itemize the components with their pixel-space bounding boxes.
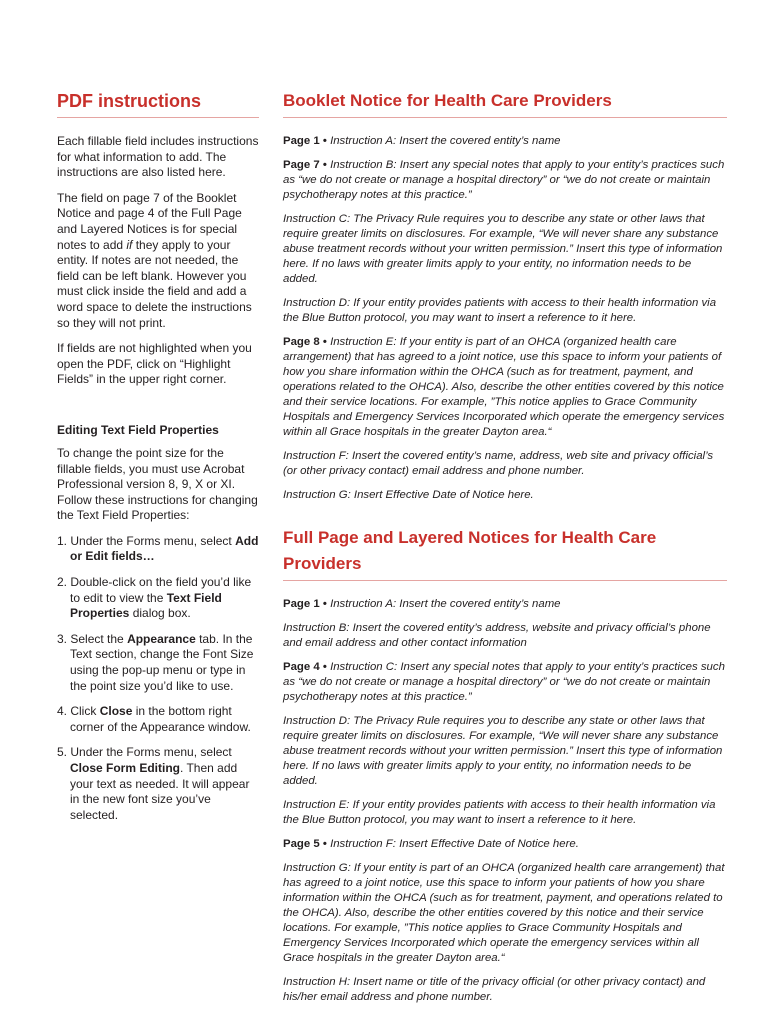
special-notes-paragraph (57, 191, 259, 331)
bullet: • (319, 661, 331, 673)
step-text: Under the Forms menu, select (67, 745, 232, 760)
page-label: Page 5 (283, 838, 320, 850)
pdf-instructions-column (57, 88, 259, 833)
full-page-notices-heading: Full Page and Layered Notices for Health Care Providers (283, 525, 727, 581)
bullet: • (319, 838, 331, 850)
step-text-post: dialog box. (129, 606, 191, 621)
bullet: • (319, 135, 331, 147)
step-number: 5. (57, 745, 68, 760)
instruction-text: Instruction E: If your entity is part of an OHCA (organized health care arrangement) that has agreed to a joint notice, use this space to inform your patients of how you share information within the OHCA (such as for treatment, payment, and operations related to the OHCA). Also, describe the other entities covered by this notice and their service locations. For example, ”This notice applies to Grace Community Hospitals and Emergency Services Incorporated which operate the emergency services within all Grace hospitals in the greater Dayton area.“ (283, 336, 725, 438)
instruction-text: Instruction A: Insert the covered entity’s name (330, 135, 561, 147)
step-text-post: . Then add your text as needed. It will appear in the new font size you’ve selected. (70, 761, 250, 822)
intro-paragraph: Each fillable field includes instructions for what information to add. The instructions are also listed here. (57, 134, 259, 180)
instruction-text: Instruction H: Insert name or title of the privacy official (or other privacy contact) and his/her email address and phone number. (283, 976, 706, 1003)
instruction-text: Instruction E: If your entity provides patients with access to their health information via the Blue Button protocol, you may want to insert a reference to it here. (283, 799, 716, 826)
step-text: Under the Forms menu, select (67, 533, 236, 548)
step-bold: Add or Edit fields… (70, 533, 259, 564)
instruction-item (283, 660, 727, 705)
booklet-title-b: for Health Care Providers (402, 91, 612, 110)
instruction-text: Instruction D: The Privacy Rule requires you to describe any state or other laws that require greater limits on disclosures. For example, “We will never share any substance abuse treatment records without your written permission.” Insert this type of information here. If no laws with greater limits apply to your entity, no information needs to be added. (283, 715, 723, 787)
step-text: Select the (67, 631, 128, 646)
booklet-title-a: Booklet Notice (283, 91, 403, 110)
instruction-item (283, 621, 727, 651)
special-notes-text-a: The field on page 7 of the Booklet Notice and page 4 of the Full Page and Layered Notices is for special notes to add (57, 190, 242, 252)
page-label: Page 8 (283, 336, 320, 348)
instruction-text: Instruction B: Insert the covered entity’s address, website and privacy official’s phone and email address and other contact information (283, 622, 711, 649)
step-number: 2. (57, 575, 68, 590)
step-text: Double-click on the field you’d like to edit to view the (67, 575, 252, 605)
instruction-text: Instruction F: Insert Effective Date of Notice here. (330, 838, 579, 850)
instruction-text: Instruction G: If your entity is part of an OHCA (organized health care arrangement) that has agreed to a joint notice, use this space to inform your patients of how you share information within the OHCA (such as for treatment, payment, and operations related to the OHCA). Also, describe the other entities covered by this notice and their service locations. For example, ”This notice applies to Grace Community Hospitals and Emergency Services Incorporated which operate the emergency services within all Grace hospitals in the greater Dayton area.“ (283, 862, 725, 964)
step-bold: Close (99, 704, 133, 719)
step-text: Click (67, 704, 100, 719)
page-label: Page 7 (283, 159, 320, 171)
instruction-item (283, 212, 727, 287)
highlight-fields-paragraph: If fields are not highlighted when you open the PDF, click on “Highlight Fields” in the upper right corner. (57, 341, 252, 387)
instruction-item (283, 488, 727, 503)
step-bold: Close Form Editing (70, 761, 181, 775)
steps-list (57, 534, 259, 824)
pdf-instructions-heading: PDF instructions (57, 88, 259, 118)
step-item (57, 575, 259, 622)
instruction-text: Instruction B: Insert any special notes that apply to your entity’s practices such as “we do not create or manage a hospital directory” or “we do not create or maintain psychotherapy notes at this practice.” (283, 159, 725, 201)
instruction-text: Instruction A: Insert the covered entity’s name (330, 598, 561, 610)
notices-column (283, 88, 727, 1014)
step-number: 3. (57, 631, 68, 646)
instruction-item (283, 449, 727, 479)
instruction-item (283, 837, 727, 852)
instruction-item (283, 134, 727, 149)
editing-properties-subheading: Editing Text Field Properties (57, 422, 219, 437)
booklet-instructions (283, 134, 727, 503)
instruction-item (283, 975, 727, 1005)
fullpage-instructions (283, 597, 727, 1005)
page-label: Page 4 (283, 661, 320, 673)
step-bold: Text Field Properties (70, 590, 222, 621)
bullet: • (319, 336, 331, 348)
bullet: • (319, 598, 331, 610)
instruction-item (283, 798, 727, 828)
step-item (57, 632, 259, 694)
instruction-text: Instruction C: Insert any special notes that apply to your entity’s practices such as “we do not create or manage a hospital directory” or “we do not create or maintain psychotherapy notes at this practice.” (283, 661, 725, 703)
step-item (57, 534, 259, 565)
step-text-post: tab. In the Text section, change the Font Size using the pop-up menu or type in the point size you’d like to use. (70, 631, 254, 693)
page-label: Page 1 (283, 598, 320, 610)
instruction-item (283, 296, 727, 326)
step-item (57, 745, 259, 823)
instruction-item (283, 158, 727, 203)
step-text-post: in the bottom right corner of the Appearance window. (70, 704, 251, 734)
bullet: • (319, 159, 331, 171)
page-label: Page 1 (283, 135, 320, 147)
instruction-text: Instruction G: Insert Effective Date of Notice here. (283, 489, 534, 501)
step-bold: Appearance (127, 631, 196, 646)
instruction-item (283, 597, 727, 612)
point-size-paragraph: To change the point size for the fillable fields, you must use Acrobat Professional version 8, 9, X or XI. Follow these instructions for changing the Text Field Properties: (57, 445, 258, 523)
booklet-notice-heading (283, 88, 727, 118)
step-item (57, 704, 259, 735)
instruction-item (283, 335, 727, 440)
special-notes-if: if (126, 237, 133, 252)
instruction-text: Instruction F: Insert the covered entity’s name, address, web site and privacy official’s (or other privacy contact) email address and phone number. (283, 450, 714, 477)
instruction-item (283, 861, 727, 966)
special-notes-text-b: they apply to your entity. If notes are not needed, the field can be left blank. However you must click inside the field and add a word space to delete the instructions so they will not print. (57, 237, 252, 330)
instruction-item (283, 714, 727, 789)
instruction-text: Instruction C: The Privacy Rule requires you to describe any state or other laws that require greater limits on disclosures. For example, “We will never share any substance abuse treatment records without your written permission.” Insert this type of information here. If no laws with greater limits apply to your entity, no information needs to be added. (283, 213, 723, 285)
step-number: 1. (57, 533, 68, 548)
instruction-text: Instruction D: If your entity provides patients with access to their health information via the Blue Button protocol, you may want to insert a reference to it here. (283, 297, 717, 324)
step-number: 4. (57, 704, 68, 719)
